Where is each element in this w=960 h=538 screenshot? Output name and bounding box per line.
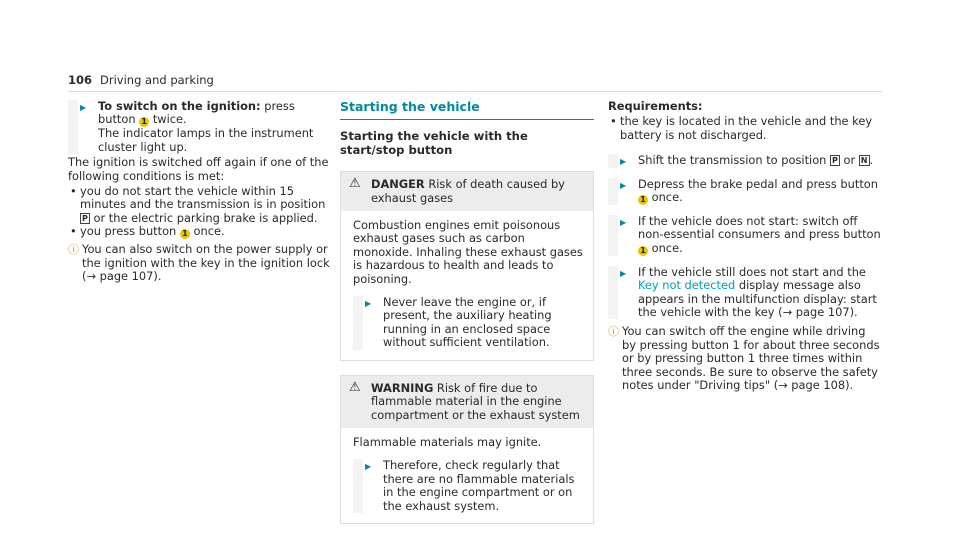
danger-step: ▶ Never leave the engine or, if present, the auxiliary heating running in an enclosed space without sufficient ventilation.: [353, 296, 583, 350]
subsection-title: Starting the vehicle with the start/stop button: [340, 129, 528, 157]
column-middle: [340, 100, 594, 538]
callout-1-icon: 1: [180, 229, 190, 239]
info-note: ⓘ You can also switch on the power supply or the ignition with the key in the ignition lock (→ page 107).: [68, 242, 330, 284]
callout-1-icon: 1: [638, 246, 648, 256]
step-no-start: ▶ If the vehicle does not start: switch off non-essential consumers and press button 1 once.: [608, 215, 882, 256]
section-title: Starting the vehicle: [340, 100, 594, 120]
requirements-title: Requirements:: [608, 99, 703, 113]
conditions-intro: The ignition is switched off again if one of the following conditions is met:: [68, 155, 329, 183]
info-icon: ⓘ: [608, 325, 619, 339]
step-brake: ▶ Depress the brake pedal and press button 1 once.: [608, 178, 882, 205]
danger-box: ⚠ DANGER Risk of death caused by exhaust gases Combustion engines emit poisonous exhaust gases such as carbon monoxide. Inhaling these exhaust gases is hazardous to health and leads to poisoning. ▶ Never leave the engine or, if present, the auxiliary heating running in an enclosed space without sufficient ventilation.: [340, 171, 594, 360]
conditions-list: [68, 185, 330, 239]
gear-p-icon: P: [832, 156, 838, 166]
gear-n-icon: N: [860, 156, 868, 166]
list-item: • you do not start the vehicle within 15 minutes and the transmission is in position P or the electric parking brake is applied.: [68, 185, 330, 225]
warning-triangle-icon: ⚠: [349, 379, 361, 395]
section-name: Driving and parking: [100, 73, 214, 87]
requirements-list: [608, 115, 882, 142]
step-key-not-detected: ▶ If the vehicle still does not start and the Key not detected display message also appears in the multifunction display: start the vehicle with the key (→ page 107).: [608, 266, 882, 320]
step-shift: ▶ Shift the transmission to position P or N .: [608, 154, 882, 167]
step-arrow-icon: ▶: [365, 299, 372, 309]
step-arrow-icon: ▶: [365, 462, 372, 472]
header-divider: [68, 91, 882, 92]
step-arrow-icon: ▶: [620, 180, 627, 190]
info-icon: ⓘ: [68, 243, 79, 257]
step-arrow-icon: ▶: [620, 218, 627, 228]
page-header: [68, 74, 214, 87]
step-arrow-icon: ▶: [620, 268, 627, 278]
callout-1-icon: 1: [139, 117, 149, 127]
step-arrow-icon: ▶: [80, 103, 87, 112]
column-left: [68, 100, 330, 283]
warning-triangle-icon: ⚠: [349, 176, 361, 192]
step-arrow-icon: ▶: [620, 157, 627, 167]
step-switch-on-ignition: ▶ To switch on the ignition: press button 1 twice. The indicator lamps in the instrument cluster light up.: [68, 100, 330, 154]
page-number: 106: [68, 73, 93, 87]
column-right: [608, 100, 882, 393]
gear-p-icon: P: [82, 213, 88, 223]
info-note: ⓘ You can switch off the engine while driving by pressing button 1 for about three seconds or by pressing button 1 three times within three seconds. Be sure to observe the safety notes under "Driving tips" (→ page 108).: [608, 324, 880, 393]
display-message-text: Key not detected: [638, 278, 736, 293]
list-item: • the key is located in the vehicle and the key battery is not discharged.: [608, 115, 882, 142]
list-item: • you press button 1 once.: [68, 225, 330, 239]
warning-box: ⚠ WARNING Risk of fire due to flammable material in the engine compartment or the exhaust system Flammable materials may ignite. ▶ Therefore, check regularly that there are no flammable materials in the engine compartment or on the exhaust system.: [340, 375, 594, 524]
callout-1-icon: 1: [638, 195, 648, 205]
warning-step: ▶ Therefore, check regularly that there are no flammable materials in the engine compartment or on the exhaust system.: [353, 459, 583, 513]
